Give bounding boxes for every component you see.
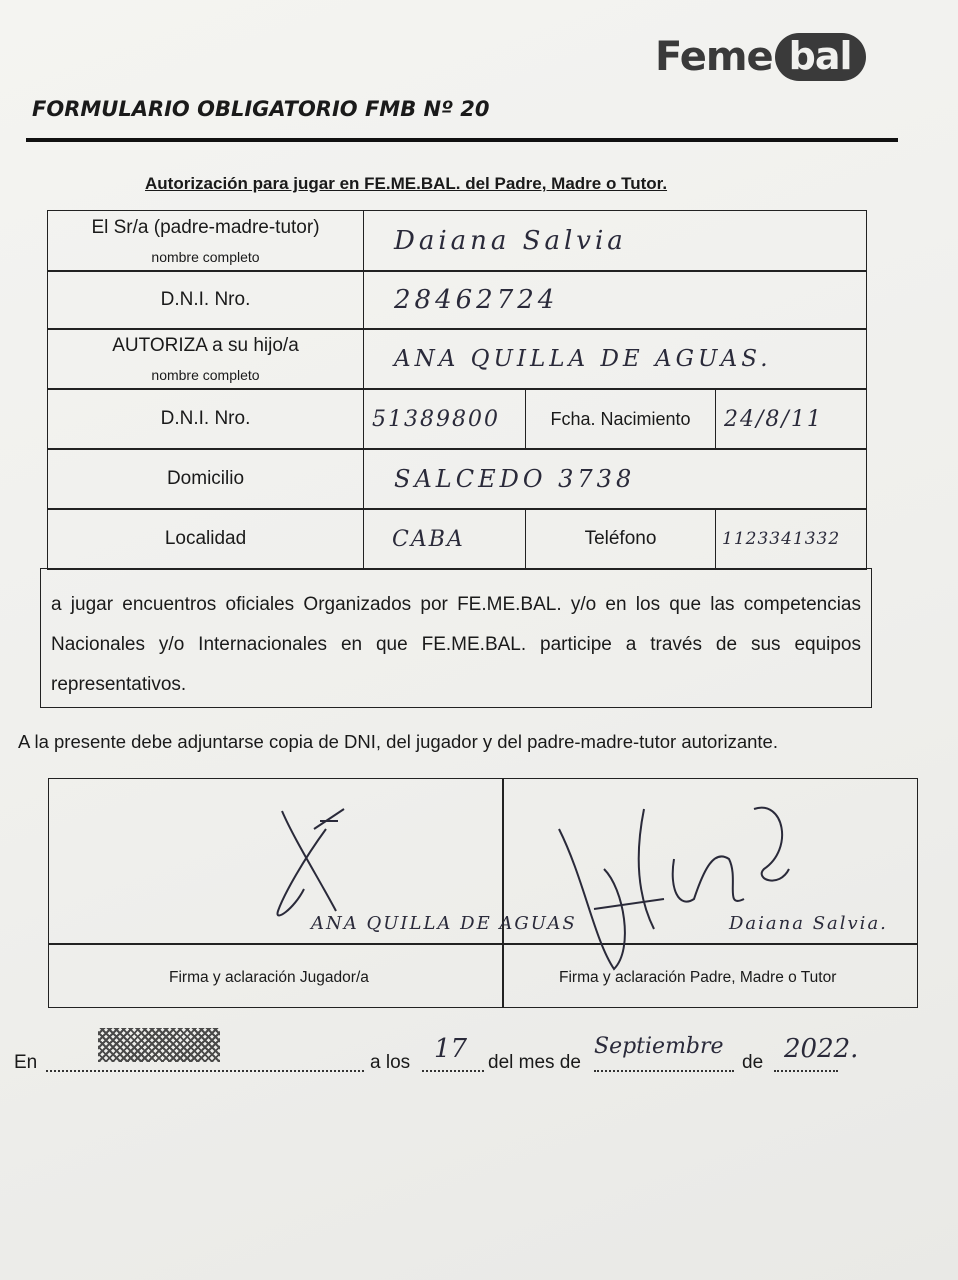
child-dni-label: D.N.I. Nro.: [48, 389, 364, 449]
parent-dni-label: D.N.I. Nro.: [48, 271, 364, 329]
address-label: Domicilio: [48, 449, 364, 509]
month-dots: [594, 1070, 734, 1072]
parent-name-field[interactable]: Daiana Salvia: [394, 226, 627, 256]
year-dots: [774, 1070, 838, 1072]
form-title: FORMULARIO OBLIGATORIO FMB Nº 20: [32, 97, 490, 121]
parent-name-sublabel: nombre completo: [151, 249, 260, 265]
player-signature-caption: Firma y aclaración Jugador/a: [169, 969, 369, 986]
parent-signature-mark: [554, 789, 804, 989]
signature-divider: [502, 779, 504, 1007]
child-name-sublabel: nombre completo: [151, 367, 260, 383]
day-dots: [422, 1070, 484, 1072]
birth-date-field[interactable]: 24/8/11: [724, 406, 823, 432]
title-rule: [26, 138, 898, 142]
date-line: [14, 1034, 914, 1080]
date-de-label: de: [742, 1052, 764, 1073]
row-child-name: [47, 328, 867, 390]
child-name-label: AUTORIZA a su hijo/a: [112, 335, 299, 356]
parent-name-label-cell: [48, 211, 364, 271]
phone-field[interactable]: 1123341332: [722, 529, 841, 549]
address-field[interactable]: SALCEDO 3738: [394, 465, 636, 493]
attachment-note: A la presente debe adjuntarse copia de DNI, del jugador y del padre-madre-tutor autorizante.: [18, 731, 778, 752]
femebal-logo: [655, 32, 866, 82]
signature-box: [48, 778, 918, 1008]
parent-name-label: El Sr/a (padre-madre-tutor): [91, 217, 320, 238]
child-dni-field[interactable]: 51389800: [364, 389, 526, 449]
row-parent-name: [47, 210, 867, 272]
player-name-written: ANA QUILLA DE AGUAS: [311, 913, 577, 934]
child-name-field[interactable]: ANA QUILLA DE AGUAS.: [394, 346, 772, 372]
date-en-label: En: [14, 1052, 38, 1073]
player-signature-mark: [264, 799, 354, 929]
date-a-los-label: a los: [370, 1052, 411, 1073]
date-del-mes-label: del mes de: [488, 1052, 581, 1073]
logo-text-a: Feme: [655, 34, 773, 80]
birth-date-label: Fcha. Nacimiento: [526, 389, 716, 449]
row-parent-dni: [47, 270, 867, 330]
logo-text-b: bal: [775, 33, 866, 81]
row-address: [47, 448, 867, 510]
location-dots: [46, 1070, 364, 1072]
form-subtitle: Autorización para jugar en FE.ME.BAL. del Padre, Madre o Tutor.: [145, 174, 668, 193]
month-value[interactable]: Septiembre: [594, 1034, 724, 1059]
phone-label: Teléfono: [526, 509, 716, 569]
child-name-label-cell: [48, 329, 364, 389]
city-field[interactable]: CABA: [364, 509, 526, 569]
authorization-paragraph: a jugar encuentros oficiales Organizados por FE.ME.BAL. y/o en los que las competencias Nacionales y/o Internacionales en que FE.ME.BAL. participe a través de sus equipos representativos.: [40, 568, 872, 708]
year-value[interactable]: 2022.: [784, 1034, 859, 1064]
parent-signature-caption: Firma y aclaración Padre, Madre o Tutor: [559, 969, 837, 986]
parent-name-written: Daiana Salvia.: [729, 913, 888, 934]
city-label: Localidad: [48, 509, 364, 569]
row-child-dni: [47, 388, 867, 450]
parent-dni-field[interactable]: 28462724: [394, 285, 559, 315]
day-value[interactable]: 17: [434, 1034, 468, 1064]
row-city-phone: [47, 508, 867, 570]
